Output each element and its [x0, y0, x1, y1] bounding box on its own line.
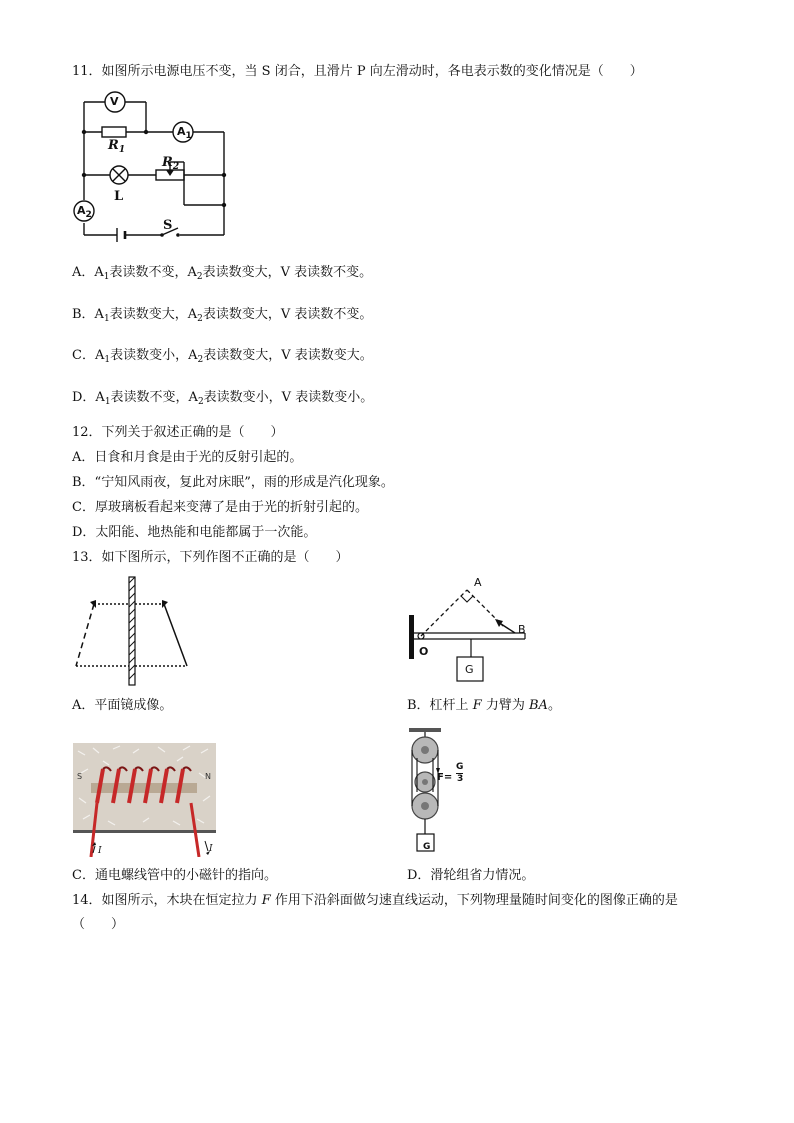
lever-label-b: B — [518, 623, 526, 636]
q12-option-b[interactable]: B．“宁知风雨夜，复此对床眠”，雨的形成是汽化现象。 — [72, 475, 394, 490]
solenoid-photo — [73, 743, 216, 857]
pulley-force-label: F= — [437, 772, 453, 783]
q12-option-a[interactable]: A．日食和月食是由于光的反射引起的。 — [72, 450, 303, 465]
q11-option-c[interactable]: C．$A_1$表读数变小，$A_2$表读数变大，V 表读数变大。 — [72, 348, 373, 365]
pulley-system-figure — [405, 726, 475, 858]
q13-caption-d[interactable]: D．滑轮组省力情况。 — [407, 868, 535, 883]
pulley-fraction-denominator: 3 — [457, 774, 464, 784]
lever-weight-label: G — [465, 663, 474, 676]
q12-option-d[interactable]: D．太阳能、地热能和电能都属于一次能。 — [72, 525, 317, 540]
q11-option-a[interactable]: A．$A_1$表读数不变，$A_2$表读数变大，V 表读数不变。 — [72, 265, 373, 282]
switch-label: S — [163, 218, 173, 233]
q14-stem-line2: （ ） — [72, 917, 125, 932]
q13-caption-b[interactable]: B．杠杆上 F 力臂为 BA。 — [407, 698, 561, 713]
solenoid-s-label: S — [77, 772, 83, 781]
q13-caption-a[interactable]: A．平面镜成像。 — [72, 698, 173, 713]
lever-label-o: O — [419, 645, 429, 658]
lamp-label: L — [114, 189, 124, 204]
lever-label-a: A — [474, 576, 482, 589]
pulley-weight-label: G — [423, 842, 431, 852]
q11-option-d[interactable]: D．$A_1$表读数不变，$A_2$表读数变小，V 表读数变小。 — [72, 390, 374, 407]
q11-option-b[interactable]: B．$A_1$表读数变大，$A_2$表读数变大，V 表读数不变。 — [72, 307, 373, 324]
pulley-fraction-numerator: G — [456, 762, 464, 772]
solenoid-n-label: N — [205, 772, 211, 781]
q11-stem: 11．如图所示电源电压不变，当 S 闭合，且滑片 P 向左滑动时，各电表示数的变化情况是（ ） — [72, 64, 643, 79]
solenoid-current-label-right: I — [209, 844, 213, 854]
voltmeter-label: V — [110, 95, 119, 108]
solenoid-current-label-left: I — [98, 846, 102, 856]
ammeter2-label: $A_2$ — [77, 204, 92, 220]
q12-stem: 12．下列关于叙述正确的是（ ） — [72, 425, 284, 440]
q12-option-c[interactable]: C．厚玻璃板看起来变薄了是由于光的折射引起的。 — [72, 500, 368, 515]
q11-circuit-diagram — [72, 90, 232, 242]
q13-stem: 13．如下图所示，下列作图不正确的是（ ） — [72, 550, 349, 565]
ammeter1-label: $A_1$ — [177, 125, 192, 141]
plane-mirror-figure — [70, 575, 195, 690]
q13-caption-c[interactable]: C．通电螺线管中的小磁针的指向。 — [72, 868, 277, 883]
r1-label: $R_1$ — [108, 138, 126, 155]
r2-label: $R_2$ — [162, 155, 180, 172]
q14-stem-line1: 14．如图所示，木块在恒定拉力 F 作用下沿斜面做匀速直线运动，下列物理量随时间变化的图像正确的是 — [72, 893, 678, 908]
